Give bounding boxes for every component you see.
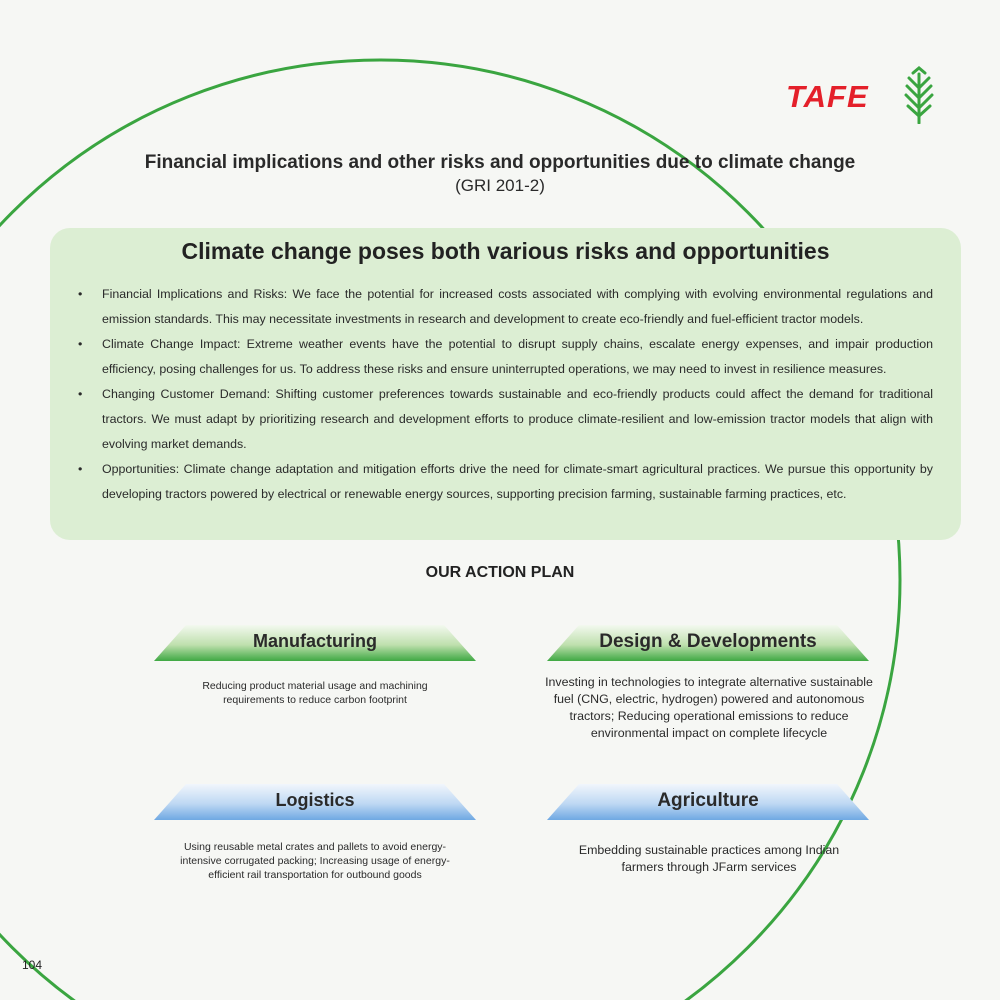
- page-title: Financial implications and other risks and opportunities due to climate change: [144, 152, 856, 173]
- risks-list: [78, 282, 933, 507]
- agriculture-banner: [547, 784, 869, 820]
- list-item: [78, 382, 933, 457]
- list-item-text: Changing Customer Demand: Shifting customer preferences towards sustainable and eco-friendly products could affect the demand for traditional tractors. We must adapt by prioritizing research and development efforts to produce climate-resilient and low-emission tractor models that align with evolving market demands.: [102, 387, 933, 451]
- logistics-label: Logistics: [275, 790, 355, 810]
- bullet: •: [78, 337, 83, 351]
- manufacturing-label: Manufacturing: [253, 631, 377, 651]
- page-number: 104: [22, 958, 43, 972]
- list-item: [78, 282, 933, 332]
- logistics-description: Using reusable metal crates and pallets to avoid energy-intensive corrugated packing; Increasing usage of energy-efficient rail transportation for outbound goods: [180, 841, 450, 881]
- bullet: •: [78, 287, 83, 301]
- wheat-leaf-icon: [902, 66, 936, 124]
- action-plan-title: OUR ACTION PLAN: [425, 564, 575, 581]
- page-subtitle: (GRI 201-2): [455, 176, 545, 195]
- manufacturing-description: Reducing product material usage and machining requirements to reduce carbon footprint: [202, 680, 428, 706]
- design-label: Design & Developments: [599, 631, 817, 652]
- risks-panel: [50, 228, 961, 540]
- logistics-banner: [154, 784, 476, 820]
- list-item: [78, 332, 933, 382]
- risks-heading: Climate change poses both various risks and opportunities: [181, 238, 830, 264]
- list-item-text: Financial Implications and Risks: We face the potential for increased costs associated with complying with evolving environmental regulations and emission standards. This may necessitate investments in research and development to create eco-friendly and fuel-efficient tractor models.: [102, 287, 933, 326]
- manufacturing-banner: [154, 625, 476, 661]
- design-description: Investing in technologies to integrate alternative sustainable fuel (CNG, electric, hydrogen) powered and autonomous tractors; Reducing operational emissions to reduce environmental impact on complete lifecycle: [545, 675, 873, 740]
- logo-text: TAFE: [786, 79, 869, 114]
- list-item-text: Opportunities: Climate change adaptation and mitigation efforts drive the need for climate-smart agricultural practices. We pursue this opportunity by developing tractors powered by electrical or renewable energy sources, supporting precision farming, sustainable farming practices, etc.: [102, 462, 933, 501]
- agriculture-label: Agriculture: [657, 790, 759, 811]
- design-banner: [547, 625, 869, 661]
- bullet: •: [78, 387, 83, 401]
- list-item: [78, 457, 933, 507]
- bullet: •: [78, 462, 83, 476]
- tafe-logo: [786, 66, 936, 126]
- list-item-text: Climate Change Impact: Extreme weather events have the potential to disrupt supply chains, escalate energy expenses, and impair production efficiency, posing challenges for us. To address these risks and ensure uninterrupted operations, we may need to invest in resilience measures.: [102, 337, 933, 376]
- agriculture-description: Embedding sustainable practices among Indian farmers through JFarm services: [578, 843, 840, 874]
